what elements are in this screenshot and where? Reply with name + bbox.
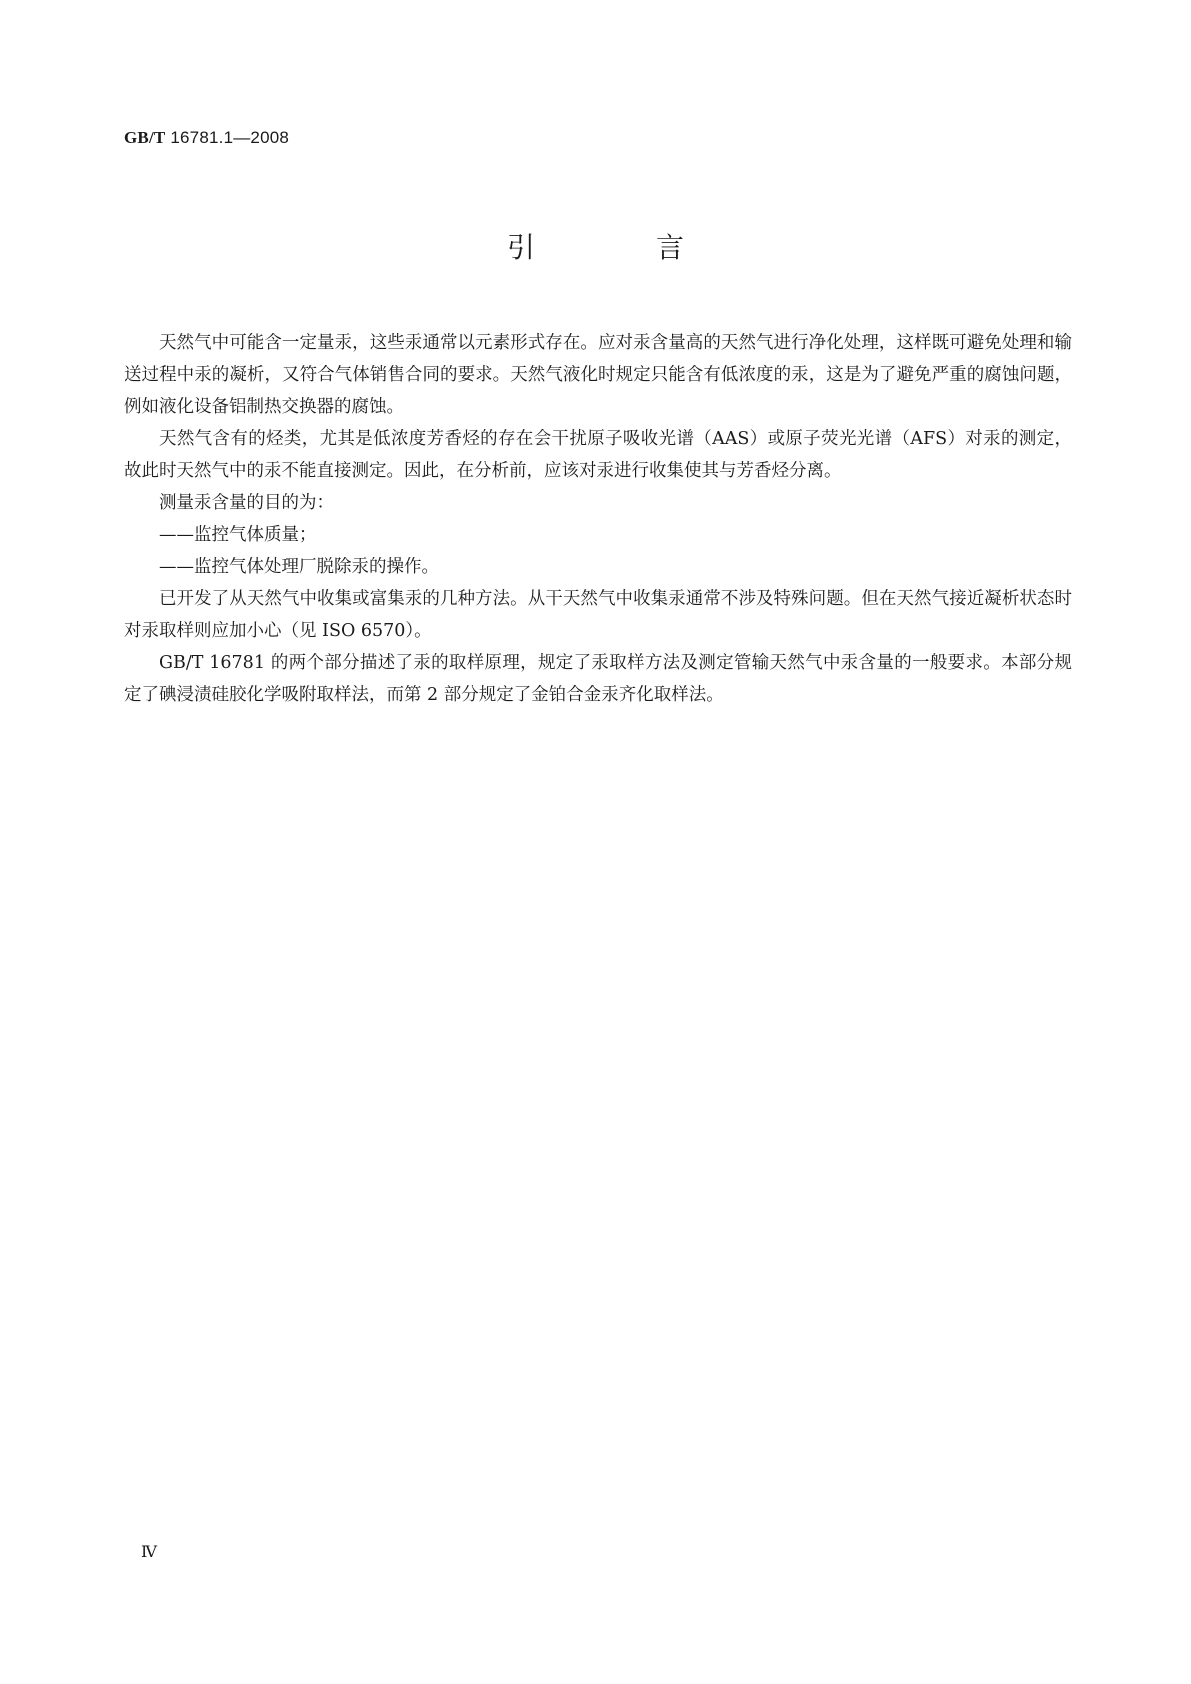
paragraph-4: 已开发了从天然气中收集或富集汞的几种方法。从干天然气中收集汞通常不涉及特殊问题。但在天然气接近凝析状态时对汞取样则应加小心（见 ISO 6570）。 (124, 589, 1072, 641)
standard-header (124, 128, 289, 148)
paragraph-1: 天然气中可能含一定量汞，这些汞通常以元素形式存在。应对汞含量高的天然气进行净化处理，这样既可避免处理和输送过程中汞的凝析，又符合气体销售合同的要求。天然气液化时规定只能含有低浓度的汞，这是为了避免严重的腐蚀问题，例如液化设备铝制热交换器的腐蚀。 (124, 333, 1072, 417)
list-item-1: ——监控气体质量； (159, 525, 317, 545)
paragraph-3: 测量汞含量的目的为： (159, 493, 334, 513)
page-number: Ⅳ (141, 1544, 157, 1561)
standard-code: GB/T (124, 128, 166, 147)
page-title: 引 言 (507, 231, 740, 264)
document-body (124, 327, 1072, 711)
standard-number: 16781.1—2008 (170, 128, 290, 147)
paragraph-2: 天然气含有的烃类，尤其是低浓度芳香烃的存在会干扰原子吸收光谱（AAS）或原子荧光光谱（AFS）对汞的测定，故此时天然气中的汞不能直接测定。因此，在分析前，应该对汞进行收集使其与芳香烃分离。 (124, 429, 1072, 481)
paragraph-5: GB/T 16781 的两个部分描述了汞的取样原理，规定了汞取样方法及测定管输天然气中汞含量的一般要求。本部分规定了碘浸渍硅胶化学吸附取样法，而第 2 部分规定了金铂合金汞齐化取样法。 (124, 653, 1072, 705)
list-item-2: ——监控气体处理厂脱除汞的操作。 (159, 557, 439, 577)
